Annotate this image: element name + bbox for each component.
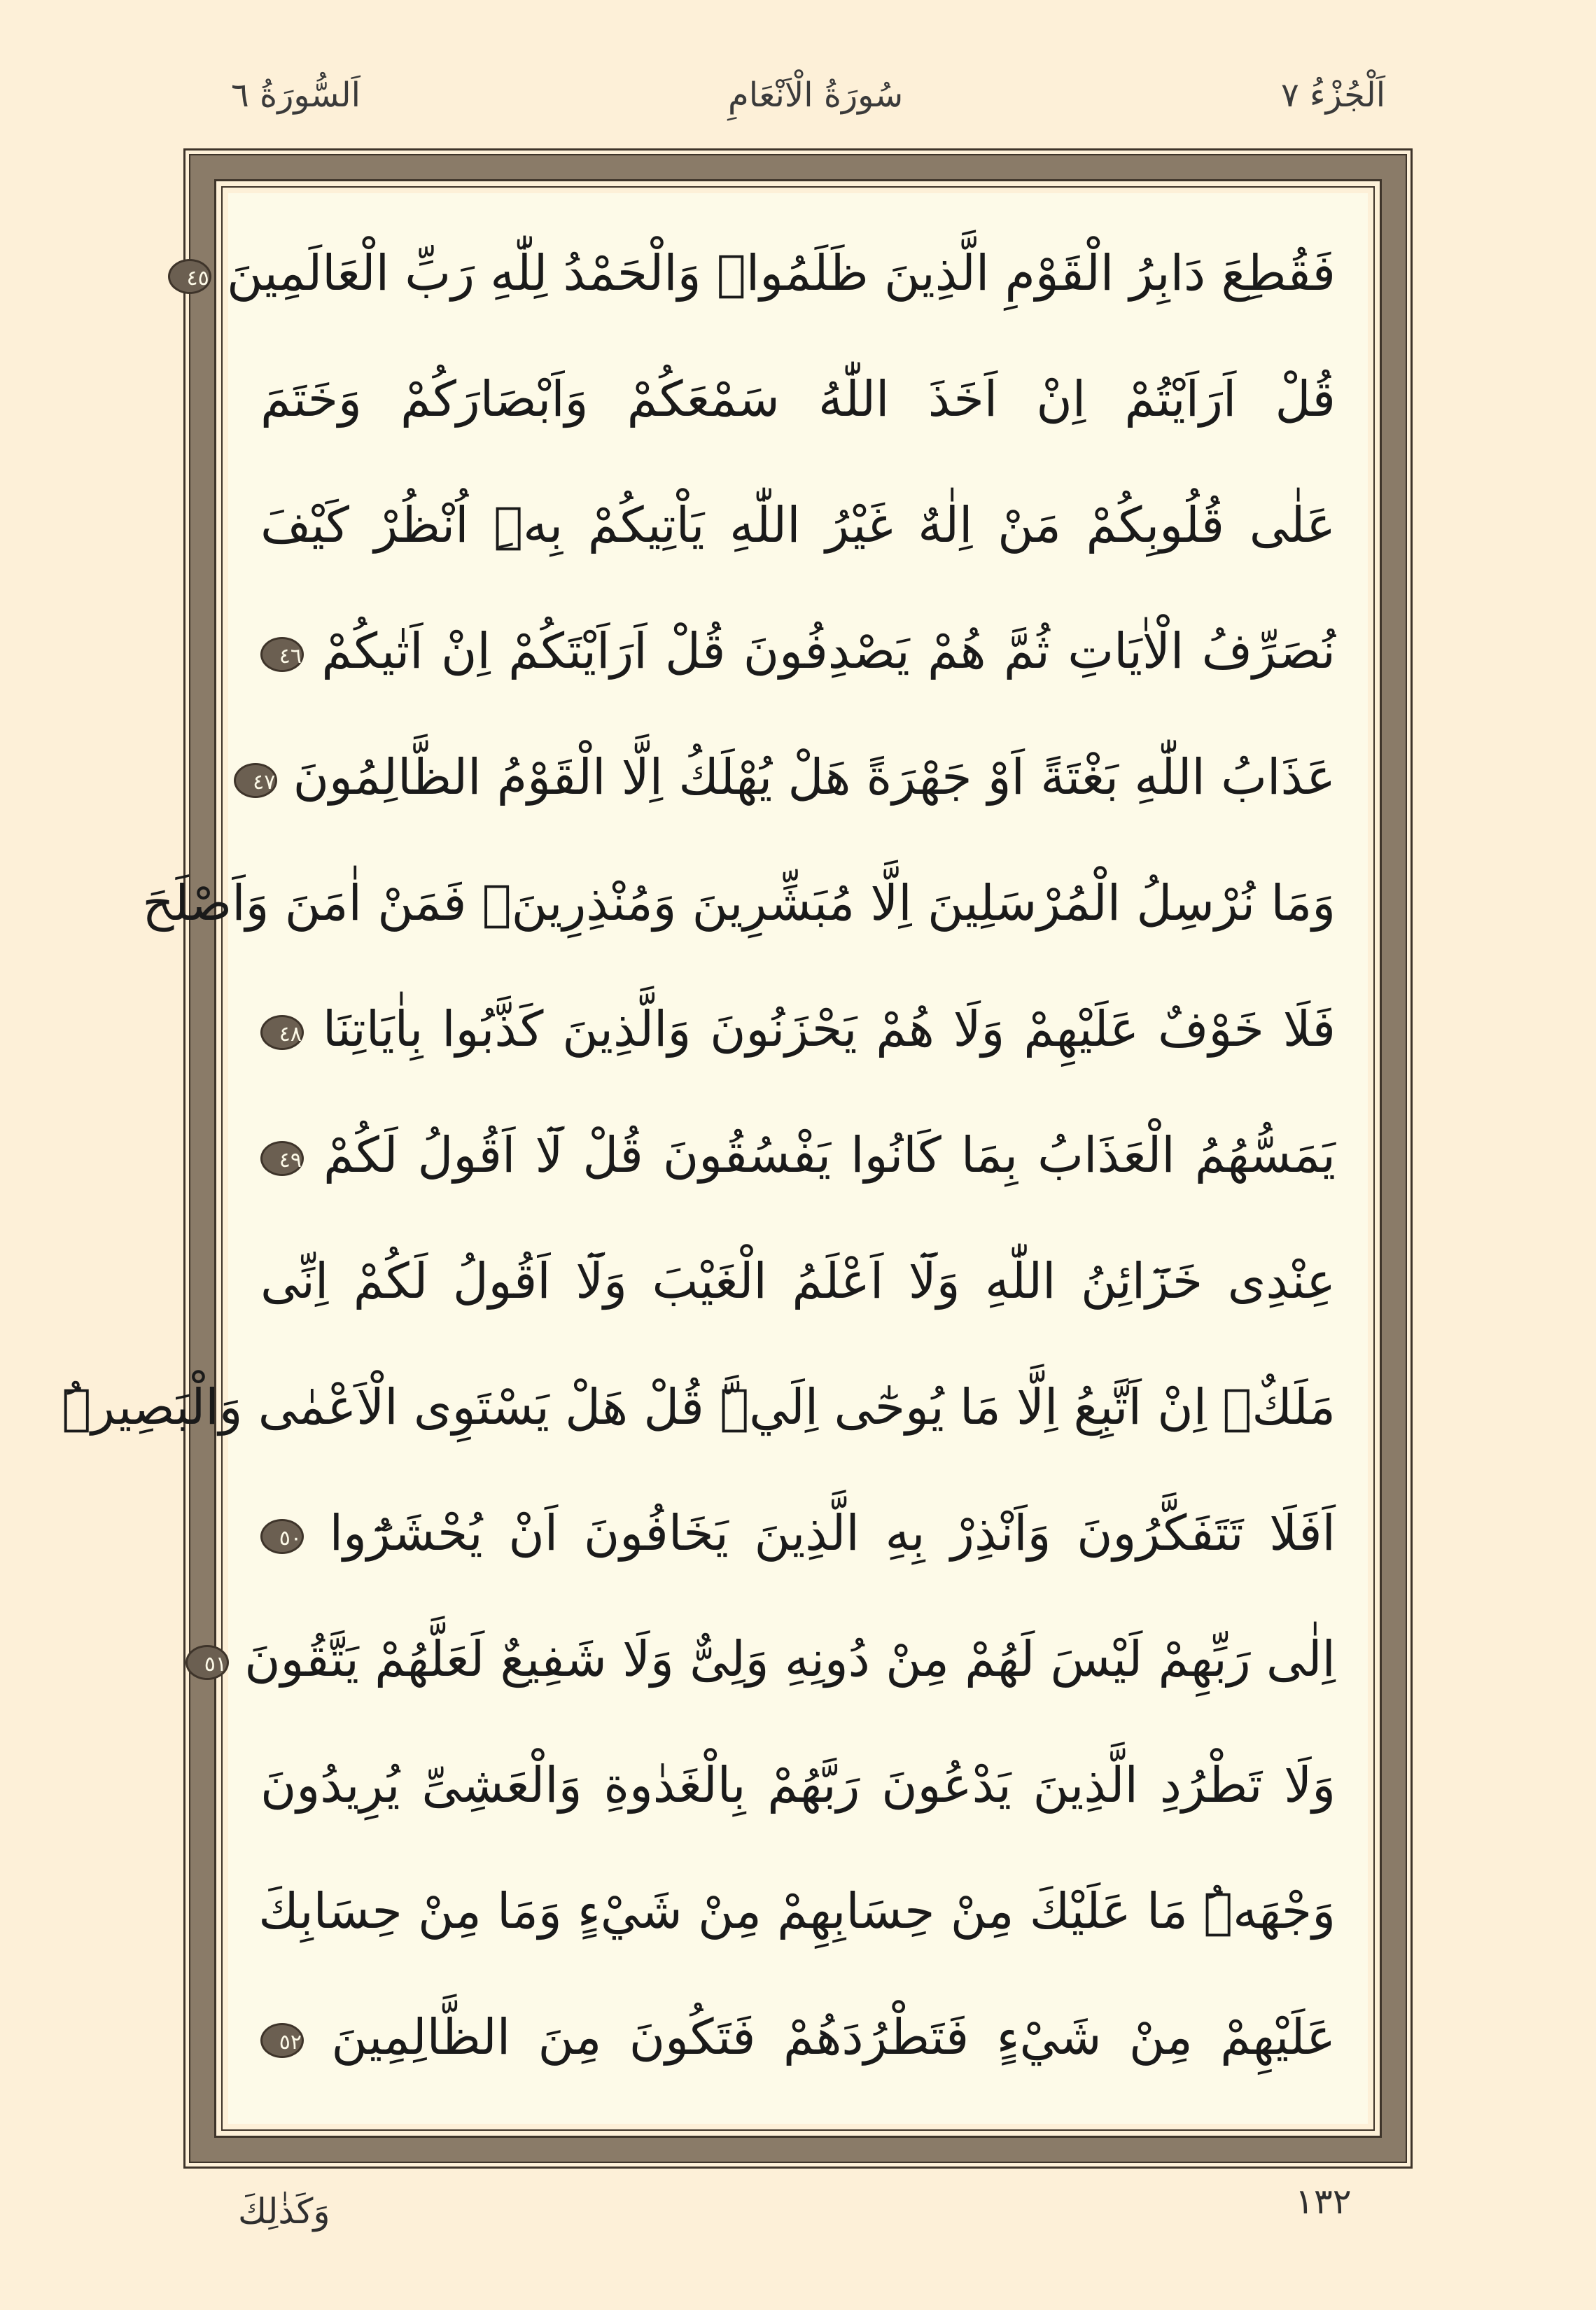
text-line: اَفَلَا تَتَفَكَّرُونَ وَاَنْذِرْ بِهِ الَّذِينَ يَخَافُونَ اَنْ يُحْشَرُٓوا ٥٠ [260, 1477, 1336, 1589]
text-line: نُصَرِّفُ الْاٰيَاتِ ثُمَّ هُمْ يَصْدِفُونَ قُلْ اَرَاَيْتَكُمْ اِنْ اَتٰيكُمْ ٤٦ [260, 595, 1336, 707]
ayah-marker: ٤٩ [260, 1141, 304, 1176]
text-line: وَجْهَهُۜ مَا عَلَيْكَ مِنْ حِسَابِهِمْ مِنْ شَيْءٍ وَمَا مِنْ حِسَابِكَ [258, 1882, 1336, 1940]
text-line: عَلٰى قُلُوبِكُمْ مَنْ اِلٰهٌ غَيْرُ اللّٰهِ يَاْتِيكُمْ بِهِۜ اُنْظُرْ كَيْفَ [260, 496, 1336, 554]
juz-label: اَلْجُزْءُ ٧ [1281, 76, 1386, 115]
ayah-marker: ٤٨ [260, 1015, 304, 1050]
ayah-marker: ٥٠ [260, 1519, 304, 1554]
ayah-marker: ٥٢ [260, 2023, 304, 2058]
catchword: وَكَذٰلِكَ [238, 2191, 330, 2232]
text-line: قُلْ اَرَاَيْتُمْ اِنْ اَخَذَ اللّٰهُ سَمْعَكُمْ وَاَبْصَارَكُمْ وَخَتَمَ [260, 370, 1336, 428]
surah-title: سُورَةُ الْاَنْعَامِ [728, 76, 904, 115]
ayah-marker: ٤٧ [234, 763, 277, 798]
text-line: وَمَا نُرْسِلُ الْمُرْسَلِينَ اِلَّا مُبَشِّرِينَ وَمُنْذِرِينَۚ فَمَنْ اٰمَنَ وَاَصْلَحَ [142, 874, 1336, 932]
text-line: عِنْدِى خَزَٓائِنُ اللّٰهِ وَلَٓا اَعْلَمُ الْغَيْبَ وَلَٓا اَقُولُ لَكُمْ اِنِّى [260, 1252, 1336, 1310]
surah-number-label: اَلسُّورَةُ ٦ [231, 76, 360, 115]
ayah-marker: ٥١ [186, 1645, 229, 1680]
ayah-marker: ٤٥ [168, 259, 211, 294]
text-line: عَلَيْهِمْ مِنْ شَيْءٍ فَتَطْرُدَهُمْ فَتَكُونَ مِنَ الظَّالِمِينَ ٥٢ [260, 1981, 1336, 2093]
text-line: فَلَا خَوْفٌ عَلَيْهِمْ وَلَا هُمْ يَحْزَنُونَ وَالَّذِينَ كَذَّبُوا بِاٰيَاتِنَا ٤٨ [260, 973, 1336, 1085]
text-line: مَلَكٌۚ اِنْ اَتَّبِعُ اِلَّا مَا يُوحٰٓى اِلَيَّۜ قُلْ هَلْ يَسْتَوِى الْاَعْمٰى وَالْبَصِيرُۜ [62, 1378, 1336, 1436]
text-line: وَلَا تَطْرُدِ الَّذِينَ يَدْعُونَ رَبَّهُمْ بِالْغَدٰوةِ وَالْعَشِىِّ يُرِيدُونَ [260, 1756, 1336, 1814]
text-line: عَذَابُ اللّٰهِ بَغْتَةً اَوْ جَهْرَةً هَلْ يُهْلَكُ اِلَّا الْقَوْمُ الظَّالِمُونَ ٤٧ [260, 721, 1336, 833]
text-line: فَقُطِعَ دَابِرُ الْقَوْمِ الَّذِينَ ظَلَمُواۜ وَالْحَمْدُ لِلّٰهِ رَبِّ الْعَالَمِينَ ٤٥ [260, 217, 1336, 329]
text-line: يَمَسُّهُمُ الْعَذَابُ بِمَا كَانُوا يَفْسُقُونَ قُلْ لَٓا اَقُولُ لَكُمْ ٤٩ [260, 1099, 1336, 1211]
page-number: ١٣٢ [1295, 2181, 1352, 2222]
ayah-marker: ٤٦ [260, 637, 304, 672]
text-line: اِلٰى رَبِّهِمْ لَيْسَ لَهُمْ مِنْ دُونِهِ وَلِىٌّ وَلَا شَفِيعٌ لَعَلَّهُمْ يَتَّقُونَ ٥١ [260, 1603, 1336, 1715]
